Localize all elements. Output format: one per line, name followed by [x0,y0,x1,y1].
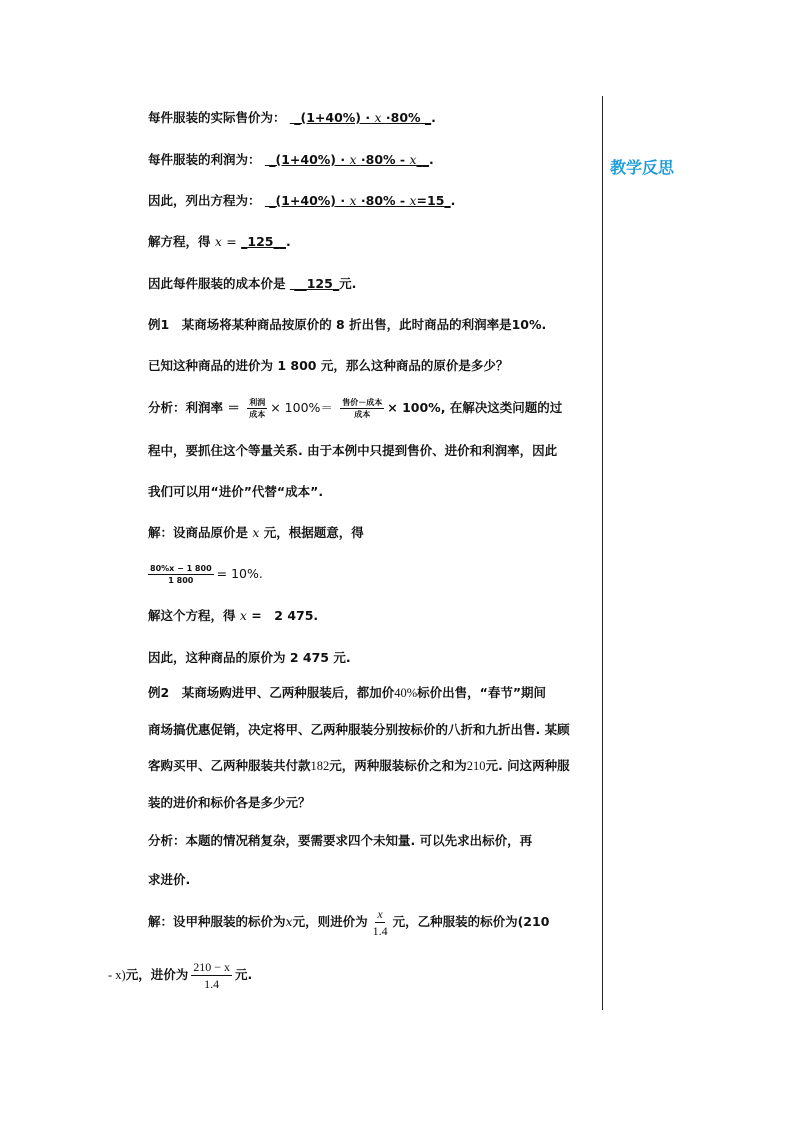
line-actual-price: 每件服装的实际售价为： _(1+40%) · x ·80% _. [148,110,436,125]
example2-line1: 例2 某商场购进甲、乙两种服装后，都加价40%标价出售，“春节”期间 [148,685,547,700]
analysis-line3: 我们可以用“进价”代替“成本”. [148,484,324,499]
answer-blank: __125_ [289,276,340,291]
analysis-line2: 程中，要抓住这个等量关系. 由于本例中只提到售价、进价和利润率，因此 [148,443,558,458]
line-profit: 每件服装的利润为： _(1+40%) · x ·80% - x__. [148,152,434,167]
teaching-reflection-heading: 教学反思 [610,158,675,177]
profit-over-cost-fraction: $\frac{\text{利润}}{\text{成本}}$ [249,398,266,419]
x-over-1.4-fraction: $\frac{x}{1.4}$ [372,907,388,938]
example2-solution-line1: 解：设甲种服装的标价为x元，则进价为 $\frac{x}{1.4}$ 元，乙种服装的标价为(210 [148,907,550,938]
answer-blank: _(1+40%) · x ·80% - x__ [264,152,430,167]
analysis-formula-line: 分析：利润率 ＝ $\frac{\text{利润}}{\text{成本}}$ × 100%＝ $\frac{\text{售价－成本}}{\text{成本}}$ × 100%, 在解决这类问题的过 [148,398,563,419]
answer-blank: _(1+40%) · x ·80% _ [289,110,432,125]
solution-result-line: 解这个方程，得 x = 2 475. [148,608,319,623]
210-minus-x-over-1.4-fraction: $\frac{210 - x}{1.4}$ [193,960,230,991]
example2-analysis-line2: 求进价. [148,872,191,887]
equation-line: $\frac{80\%x - 1 800}{1 800}$ = 10%. [150,564,263,585]
example2-line4: 装的进价和标价各是多少元？ [148,795,311,810]
example2-line2: 商场搞优惠促销，决定将甲、乙两种服装分别按标价的八折和九折出售. 某顾 [148,722,570,737]
example2-line3: 客购买甲、乙两种服装共付款182元，两种服装标价之和为210元. 问这两种服 [148,758,570,773]
equation-fraction: $\frac{80\%x - 1 800}{1 800}$ [150,564,212,585]
answer-blank: _125__ [241,234,286,249]
margin-divider-line [602,96,603,1010]
line-equation: 因此，列出方程为： _(1+40%) · x ·80% - x=15_. [148,193,456,208]
answer-blank: _(1+40%) · x ·80% - x=15_ [264,193,451,208]
conclusion-line: 因此，这种商品的原价为 2 475 元. [148,650,351,665]
price-minus-cost-fraction: $\frac{\text{售价－成本}}{\text{成本}}$ [342,398,383,419]
line-cost-price: 因此每件服装的成本价是 __125_元. [148,276,357,291]
example2-solution-line2: - x)元，进价为 $\frac{210 - x}{1.4}$ 元. [108,960,253,991]
line-solve: 解方程，得 x = _125__. [148,234,291,249]
example1-line1: 例1 某商场将某种商品按原价的 8 折出售，此时商品的利润率是10%. [148,317,547,332]
example1-line2: 已知这种商品的进价为 1 800 元，那么这种商品的原价是多少？ [148,358,509,373]
solution-setup-line: 解：设商品原价是 x 元，根据题意，得 [148,525,364,540]
example2-analysis-line1: 分析：本题的情况稍复杂，要需要求四个未知量. 可以先求出标价，再 [148,833,533,848]
